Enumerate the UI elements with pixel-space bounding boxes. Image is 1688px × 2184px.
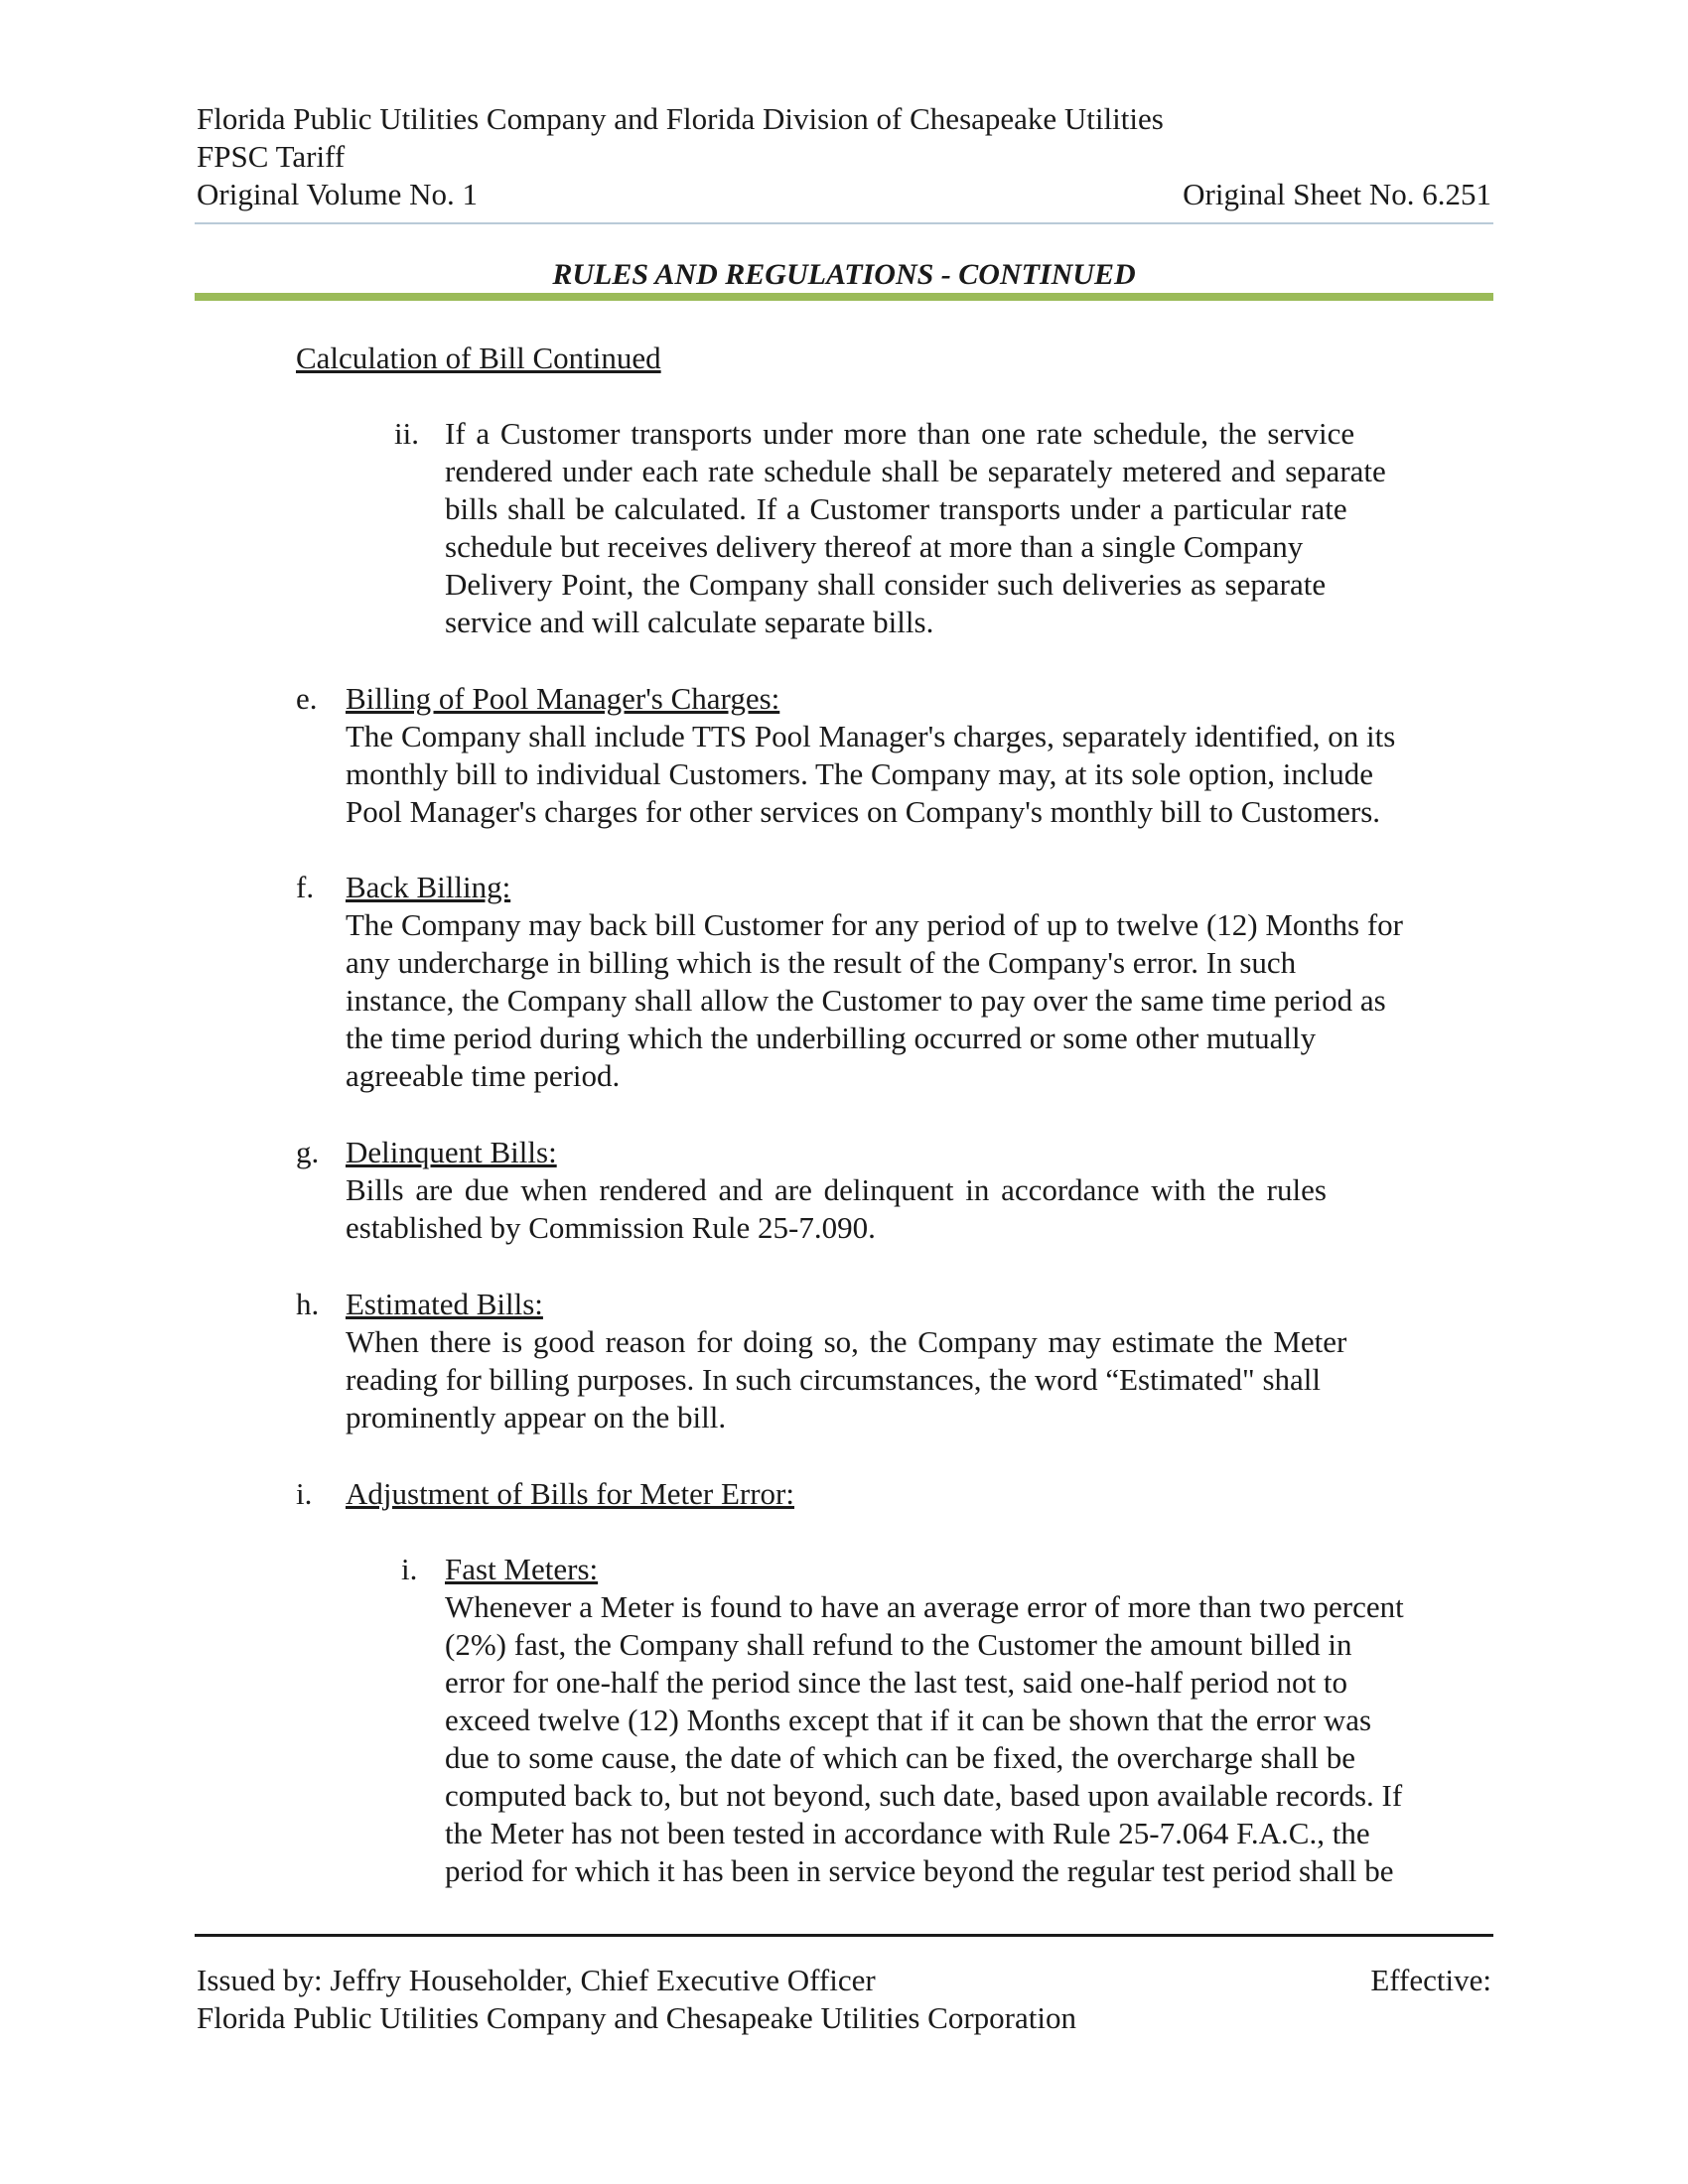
- item-i-i-marker: i.: [401, 1552, 418, 1586]
- footer-divider: [195, 1934, 1493, 1937]
- item-f-line: any undercharge in billing which is the result of the Company's error. In such: [346, 945, 1297, 980]
- item-h-line: reading for billing purposes. In such circumstances, the word “Estimated" shall: [346, 1362, 1322, 1397]
- item-e-line: Pool Manager's charges for other services on Company's monthly bill to Customers.: [346, 794, 1381, 829]
- item-g-line: established by Commission Rule 25-7.090.: [346, 1210, 876, 1245]
- item-h-marker: h.: [296, 1287, 320, 1321]
- footer-company: Florida Public Utilities Company and Chesapeake Utilities Corporation: [197, 2000, 1076, 2035]
- header-sheet-number: Original Sheet No. 6.251: [1183, 177, 1491, 211]
- item-f-line: the time period during which the underbilling occurred or some other mutually: [346, 1021, 1317, 1055]
- item-g-marker: g.: [296, 1135, 320, 1169]
- item-g-line: Bills are due when rendered and are delinquent in accordance with the rules: [346, 1172, 1327, 1207]
- item-i-heading: Adjustment of Bills for Meter Error:: [346, 1476, 794, 1511]
- item-f-line: agreeable time period.: [346, 1058, 621, 1093]
- item-e-line: monthly bill to individual Customers. The Company may, at its sole option, include: [346, 756, 1373, 791]
- item-h-heading: Estimated Bills:: [346, 1287, 543, 1321]
- item-h-line: prominently appear on the bill.: [346, 1400, 727, 1434]
- item-i-i-line: error for one-half the period since the last test, said one-half period not to: [445, 1665, 1348, 1700]
- item-i-i-line: Whenever a Meter is found to have an average error of more than two percent: [445, 1589, 1404, 1624]
- item-i-marker: i.: [296, 1476, 313, 1511]
- item-e-heading: Billing of Pool Manager's Charges:: [346, 681, 780, 716]
- item-i-i-line: due to some cause, the date of which can be fixed, the overcharge shall be: [445, 1740, 1356, 1775]
- item-ii-line: bills shall be calculated. If a Customer transports under a particular rate: [445, 491, 1347, 526]
- subheading-calculation-of-bill: Calculation of Bill Continued: [296, 341, 661, 375]
- item-f-line: instance, the Company shall allow the Customer to pay over the same time period as: [346, 983, 1386, 1018]
- item-f-line: The Company may back bill Customer for any period of up to twelve (12) Months for: [346, 907, 1403, 942]
- item-ii-line: If a Customer transports under more than one rate schedule, the service: [445, 416, 1355, 451]
- item-g-heading: Delinquent Bills:: [346, 1135, 557, 1169]
- item-ii-marker: ii.: [394, 416, 419, 451]
- item-i-i-line: the Meter has not been tested in accordance with Rule 25-7.064 F.A.C., the: [445, 1816, 1370, 1850]
- header-divider: [195, 222, 1493, 224]
- item-i-i-line: (2%) fast, the Company shall refund to the Customer the amount billed in: [445, 1627, 1352, 1662]
- section-title: RULES AND REGULATIONS - CONTINUED: [552, 258, 1136, 291]
- item-i-i-line: period for which it has been in service beyond the regular test period shall be: [445, 1853, 1394, 1888]
- item-ii-line: Delivery Point, the Company shall consider such deliveries as separate: [445, 567, 1327, 602]
- footer-issued-by: Issued by: Jeffry Householder, Chief Executive Officer: [197, 1963, 876, 1997]
- item-e-line: The Company shall include TTS Pool Manager's charges, separately identified, on its: [346, 719, 1396, 753]
- item-ii-line: rendered under each rate schedule shall be separately metered and separate: [445, 454, 1386, 488]
- item-h-line: When there is good reason for doing so, the Company may estimate the Meter: [346, 1324, 1347, 1359]
- section-title-rule: [195, 293, 1493, 301]
- item-f-heading: Back Billing:: [346, 870, 511, 904]
- item-ii-line: schedule but receives delivery thereof at more than a single Company: [445, 529, 1304, 564]
- item-e-marker: e.: [296, 681, 318, 716]
- item-ii-line: service and will calculate separate bills.: [445, 605, 934, 639]
- header-volume: Original Volume No. 1: [197, 177, 479, 211]
- item-i-i-heading: Fast Meters:: [445, 1552, 599, 1586]
- item-f-marker: f.: [296, 870, 315, 904]
- header-tariff-line: FPSC Tariff: [197, 139, 346, 174]
- item-i-i-line: exceed twelve (12) Months except that if it can be shown that the error was: [445, 1703, 1372, 1737]
- header-company-line: Florida Public Utilities Company and Florida Division of Chesapeake Utilities: [197, 101, 1164, 136]
- footer-effective: Effective:: [1370, 1963, 1491, 1997]
- item-i-i-line: computed back to, but not beyond, such date, based upon available records. If: [445, 1778, 1403, 1813]
